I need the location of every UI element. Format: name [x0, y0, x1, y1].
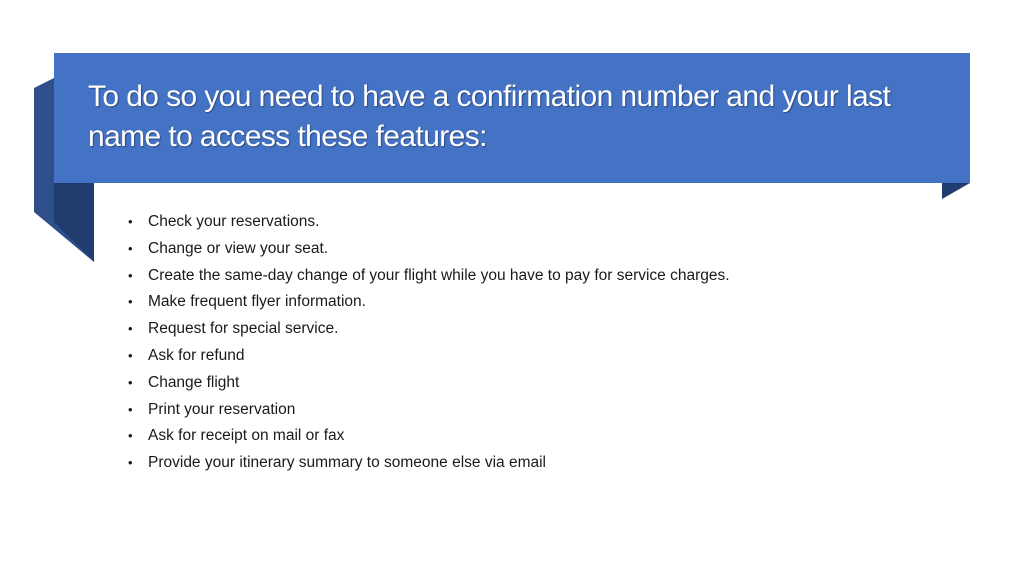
- list-item: [128, 397, 928, 424]
- bullet-icon: •: [128, 294, 133, 310]
- bullet-icon: •: [128, 214, 133, 229]
- list-item-text: Change flight: [148, 373, 240, 391]
- bullet-icon: •: [128, 401, 133, 417]
- list-item: [128, 289, 928, 316]
- list-item: [128, 450, 928, 477]
- list-item: [128, 236, 928, 263]
- list-item: [128, 370, 928, 397]
- list-item: [128, 343, 928, 370]
- bullet-icon: •: [128, 428, 133, 444]
- list-item: [128, 423, 928, 450]
- bullet-icon: •: [128, 321, 133, 337]
- title-banner: [54, 53, 970, 183]
- list-item: [128, 209, 928, 236]
- bullet-icon: •: [128, 347, 133, 363]
- bullet-icon: •: [128, 455, 133, 471]
- list-item-text: Provide your itinerary summary to someone else via email: [148, 454, 546, 472]
- list-item-text: Make frequent flyer information.: [148, 293, 366, 311]
- bullet-icon: •: [128, 240, 133, 256]
- list-item-text: Request for special service.: [148, 320, 339, 338]
- bullet-icon: •: [128, 267, 133, 283]
- list-item: [128, 263, 928, 290]
- list-item-text: Ask for refund: [148, 346, 245, 364]
- slide-title: To do so you need to have a confirmation number and your last name to access these features:: [88, 80, 891, 153]
- list-item-text: Create the same-day change of your flight while you have to pay for service charges.: [148, 266, 730, 284]
- list-item-text: Print your reservation: [148, 400, 296, 418]
- list-item-text: Ask for receipt on mail or fax: [148, 427, 345, 445]
- left-ribbon-shadow: [54, 183, 94, 262]
- list-item-text: Change or view your seat.: [148, 239, 329, 257]
- bullet-icon: •: [128, 374, 133, 390]
- list-item-text: Check your reservations.: [148, 213, 320, 230]
- right-ribbon-fold: [942, 183, 970, 199]
- feature-list: [128, 209, 928, 477]
- content-area: [128, 209, 928, 477]
- list-item: [128, 316, 928, 343]
